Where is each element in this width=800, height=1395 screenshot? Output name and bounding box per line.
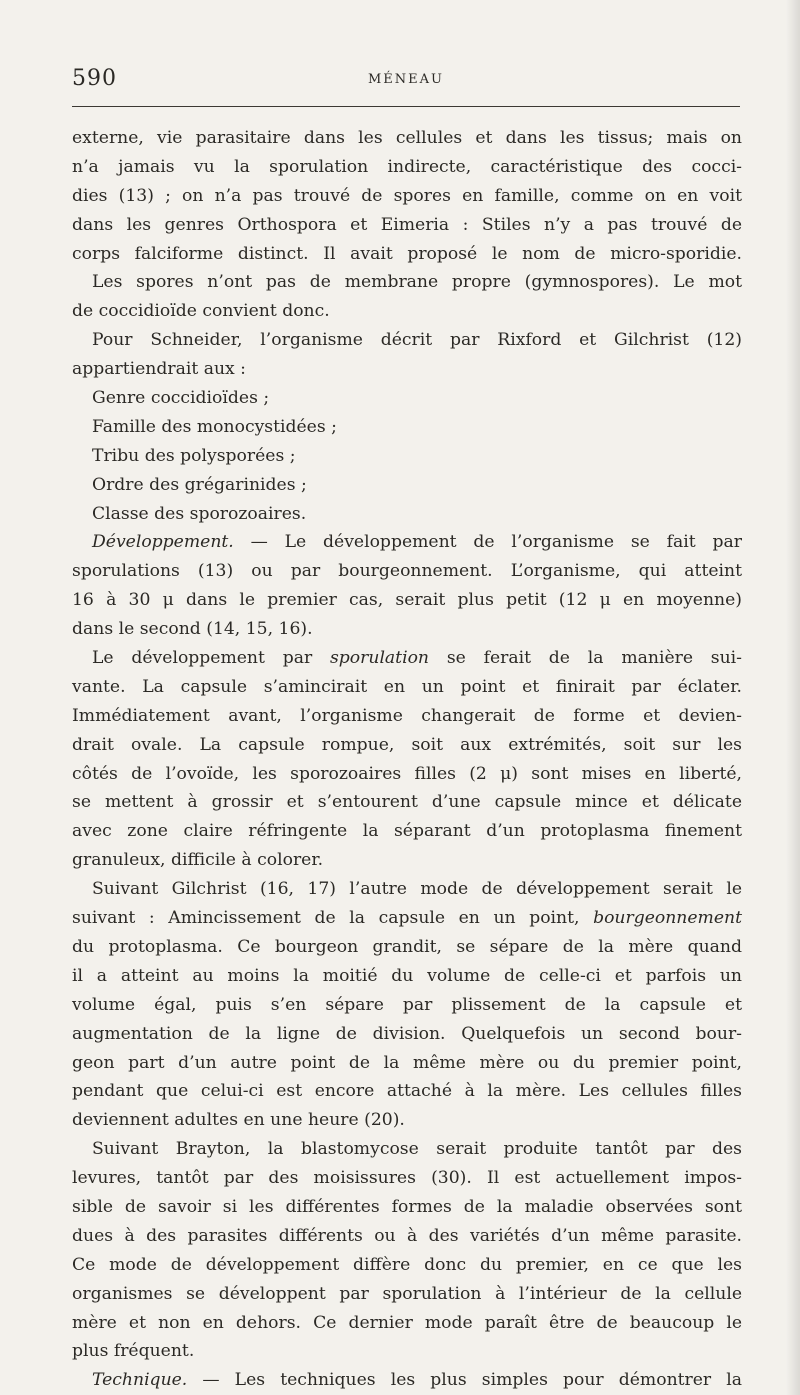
text-segment: dans le second (14, 15, 16). — [72, 619, 313, 640]
text-line — [72, 586, 742, 615]
italic-text: bourgeonnement — [593, 908, 742, 929]
text-segment: Les spores n’ont pas de membrane propre (gymnospores). Le mot — [92, 272, 742, 293]
text-segment: vante. La capsule s’amincirait en un point et finirait par éclater. — [72, 676, 742, 697]
text-line — [72, 673, 742, 702]
text-line — [72, 384, 742, 413]
text-segment: granuleux, difficile à colorer. — [72, 850, 324, 871]
text-segment: se ferait de la manière sui- — [429, 648, 742, 669]
text-segment: de coccidioïde convient donc. — [72, 301, 330, 322]
text-segment: mère et non en dehors. Ce dernier mode paraît être de beaucoup le — [72, 1312, 742, 1333]
text-segment: Ordre des grégarinides ; — [92, 474, 307, 495]
text-segment: Famille des monocystidées ; — [92, 416, 337, 437]
text-line — [72, 702, 742, 731]
text-segment: Pour Schneider, l’organisme décrit par Rixford et Gilchrist (12) — [92, 330, 742, 351]
text-line — [72, 644, 742, 673]
text-line — [72, 355, 742, 384]
text-line — [72, 1280, 742, 1309]
text-segment: appartiendrait aux : — [72, 359, 246, 380]
text-segment: pendant que celui-ci est encore attaché à la mère. Les cellules filles — [72, 1081, 742, 1102]
text-line — [72, 615, 742, 644]
text-line — [72, 962, 742, 991]
header-rule — [72, 106, 740, 107]
text-segment: Le développement par — [92, 648, 330, 669]
text-line — [72, 1251, 742, 1280]
text-line — [72, 1164, 742, 1193]
text-line — [72, 182, 742, 211]
text-line — [72, 240, 742, 269]
text-segment: — Le développement de l’organisme se fait par — [233, 532, 742, 553]
body-text — [72, 124, 742, 1395]
text-line — [72, 875, 742, 904]
text-segment: n’a jamais vu la sporulation indirecte, caractéristique des cocci- — [72, 156, 742, 177]
text-line — [72, 326, 742, 355]
text-segment: Suivant Gilchrist (16, 17) l’autre mode de développement serait le — [92, 879, 742, 900]
text-line — [72, 1135, 742, 1164]
text-segment: sporulations (13) ou par bourgeonnement. L’organisme, qui atteint — [72, 561, 742, 582]
text-segment: plus fréquent. — [72, 1341, 195, 1362]
italic-text: Développement. — [92, 532, 234, 553]
text-line — [72, 991, 742, 1020]
text-segment: augmentation de la ligne de division. Quelquefois un second bour- — [72, 1023, 742, 1044]
text-line — [72, 1049, 742, 1078]
text-segment: il a atteint au moins la moitié du volume de celle-ci et parfois un — [72, 965, 742, 986]
text-line — [72, 904, 742, 933]
text-line — [72, 846, 742, 875]
text-line — [72, 413, 742, 442]
text-segment: deviennent adultes en une heure (20). — [72, 1110, 405, 1131]
text-segment: geon part d’un autre point de la même mère ou du premier point, — [72, 1052, 742, 1073]
text-line — [72, 297, 742, 326]
running-head — [72, 66, 740, 96]
text-segment: suivant : Amincissement de la capsule en un point, — [72, 908, 594, 929]
text-segment: — Les techniques les plus simples pour démontrer la — [187, 1370, 742, 1391]
text-line — [72, 1309, 742, 1338]
text-line — [72, 933, 742, 962]
text-line — [72, 500, 742, 529]
running-head-title: MÉNEAU — [367, 72, 444, 87]
text-segment: avec zone claire réfringente la séparant d’un protoplasma finement — [72, 821, 742, 842]
text-segment: Genre coccidioïdes ; — [92, 388, 270, 409]
text-segment: drait ovale. La capsule rompue, soit aux extrémités, soit sur les — [72, 734, 742, 755]
text-line — [72, 471, 742, 500]
italic-text: Technique. — [92, 1370, 188, 1391]
text-segment: corps falciforme distinct. Il avait proposé le nom de micro-sporidie. — [72, 243, 742, 264]
page-number: 590 — [72, 66, 117, 91]
text-segment: dues à des parasites différents ou à des variétés d’un même parasite. — [72, 1225, 742, 1246]
text-segment: externe, vie parasitaire dans les cellules et dans les tissus; mais on — [72, 128, 742, 148]
text-line — [72, 557, 742, 586]
text-line — [72, 1106, 742, 1135]
text-segment: Suivant Brayton, la blastomycose serait produite tantôt par des — [92, 1139, 742, 1160]
text-segment: organismes se développent par sporulation à l’intérieur de la cellule — [72, 1283, 742, 1304]
text-line — [72, 153, 742, 182]
text-line — [72, 760, 742, 789]
text-segment: Tribu des polysporées ; — [92, 445, 296, 466]
text-line — [72, 268, 742, 297]
page-edge-shadow — [786, 0, 800, 1395]
text-segment: Ce mode de développement diffère donc du premier, en ce que les — [72, 1254, 742, 1275]
text-line — [72, 442, 742, 471]
italic-text: sporulation — [329, 648, 430, 669]
text-segment: dies (13) ; on n’a pas trouvé de spores en famille, comme on en voit — [72, 185, 742, 206]
text-line — [72, 1222, 742, 1251]
text-segment: se mettent à grossir et s’entourent d’une capsule mince et délicate — [72, 792, 742, 813]
text-segment: Classe des sporozoaires. — [92, 503, 307, 524]
text-segment: du protoplasma. Ce bourgeon grandit, se sépare de la mère quand — [72, 936, 742, 957]
text-segment: dans les genres Orthospora et Eimeria : Stiles n’y a pas trouvé de — [72, 214, 742, 235]
text-segment: volume égal, puis s’en sépare par plissement de la capsule et — [72, 994, 742, 1015]
text-segment: Immédiatement avant, l’organisme changerait de forme et devien- — [72, 705, 742, 726]
text-segment: côtés de l’ovoïde, les sporozoaires filles (2 μ) sont mises en liberté, — [72, 763, 742, 784]
text-line — [72, 1020, 742, 1049]
text-line — [72, 124, 742, 153]
text-line — [72, 731, 742, 760]
text-segment: levures, tantôt par des moisissures (30). Il est actuellement impos- — [72, 1168, 742, 1189]
text-line — [72, 1193, 742, 1222]
text-segment: 16 à 30 μ dans le premier cas, serait plus petit (12 μ en moyenne) — [72, 590, 742, 611]
text-line — [72, 211, 742, 240]
text-line — [72, 1077, 742, 1106]
text-line — [72, 528, 742, 557]
text-line — [72, 1337, 742, 1366]
text-line — [72, 1366, 742, 1395]
text-line — [72, 788, 742, 817]
text-line — [72, 817, 742, 846]
text-segment: sible de savoir si les différentes formes de la maladie observées sont — [72, 1196, 742, 1217]
